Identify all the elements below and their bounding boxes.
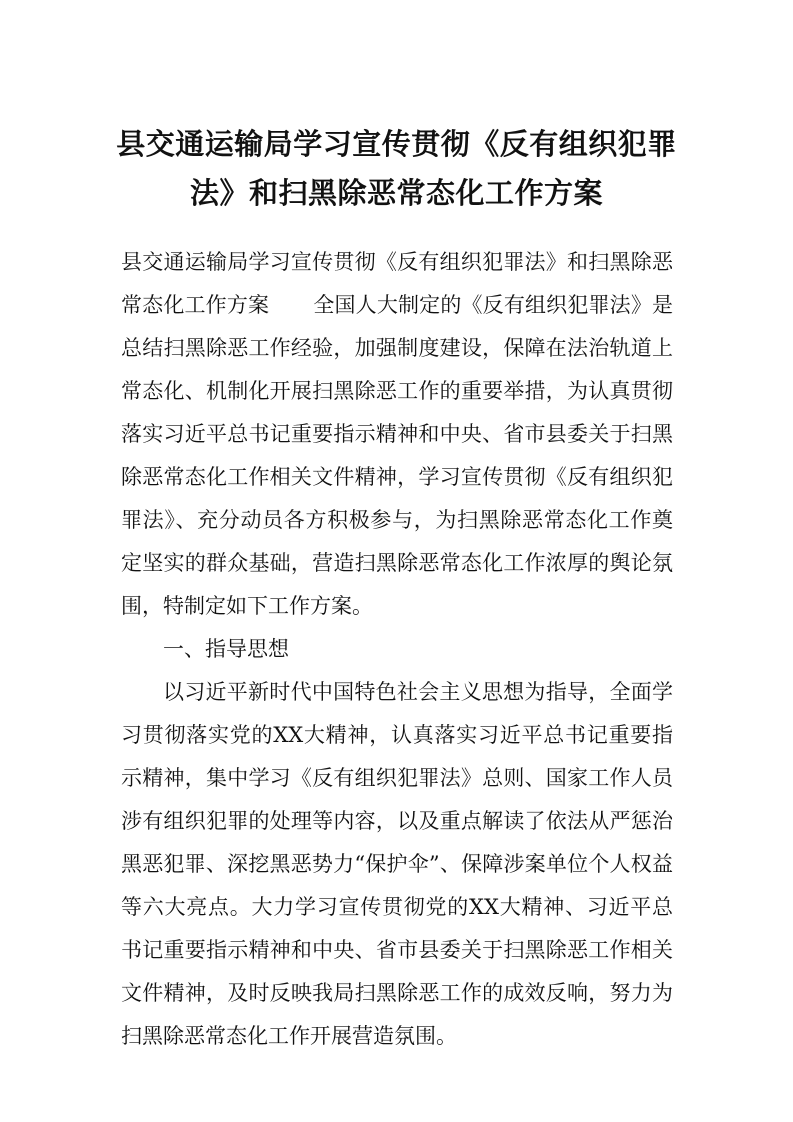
intro-line-9: 围，特制定如下工作方案。	[121, 594, 373, 618]
intro-line-2b: 全国人大制定的《反有组织犯罪法》是	[313, 293, 674, 317]
intro-line-4: 常态化、机制化开展扫黑除恶工作的重要举措，为认真贯彻	[121, 379, 673, 403]
section-line-5: 黑恶犯罪、深挖黑恶势力“保护伞”、保障涉案单位个人权益	[121, 852, 673, 876]
intro-line-1: 县交通运输局学习宣传贯彻《反有组织犯罪法》和扫黑除恶	[121, 250, 673, 274]
intro-line-6: 除恶常态化工作相关文件精神，学习宣传贯彻《反有组织犯	[121, 465, 673, 489]
section-line-2: 习贯彻落实党的XX大精神，认真落实习近平总书记重要指	[121, 723, 673, 747]
document-title-line-2: 法》和扫黑除恶常态化工作方案	[189, 176, 603, 210]
section-line-1: 以习近平新时代中国特色社会主义思想为指导，全面学	[163, 680, 673, 704]
section-line-4: 涉有组织犯罪的处理等内容，以及重点解读了依法从严惩治	[121, 809, 673, 833]
document-title-line-1: 县交通运输局学习宣传贯彻《反有组织犯罪	[116, 127, 677, 161]
section-line-9: 扫黑除恶常态化工作开展营造氛围。	[121, 1024, 457, 1048]
section-line-8: 文件精神，及时反映我局扫黑除恶工作的成效反响，努力为	[121, 981, 673, 1005]
section-line-3: 示精神，集中学习《反有组织犯罪法》总则、国家工作人员	[121, 766, 673, 790]
section-line-7: 书记重要指示精神和中央、省市县委关于扫黑除恶工作相关	[121, 938, 673, 962]
intro-line-5: 落实习近平总书记重要指示精神和中央、省市县委关于扫黑	[121, 422, 673, 446]
intro-line-3: 总结扫黑除恶工作经验，加强制度建设，保障在法治轨道上	[121, 336, 673, 360]
section-line-6: 等六大亮点。大力学习宣传贯彻党的XX大精神、习近平总	[121, 895, 673, 919]
intro-line-2a: 常态化工作方案	[121, 293, 270, 317]
section-heading: 一、指导思想	[163, 637, 289, 661]
intro-line-8: 定坚实的群众基础，营造扫黑除恶常态化工作浓厚的舆论氛	[121, 551, 673, 575]
intro-line-2	[121, 293, 673, 317]
intro-line-7: 罪法》、充分动员各方积极参与，为扫黑除恶常态化工作奠	[121, 508, 673, 532]
